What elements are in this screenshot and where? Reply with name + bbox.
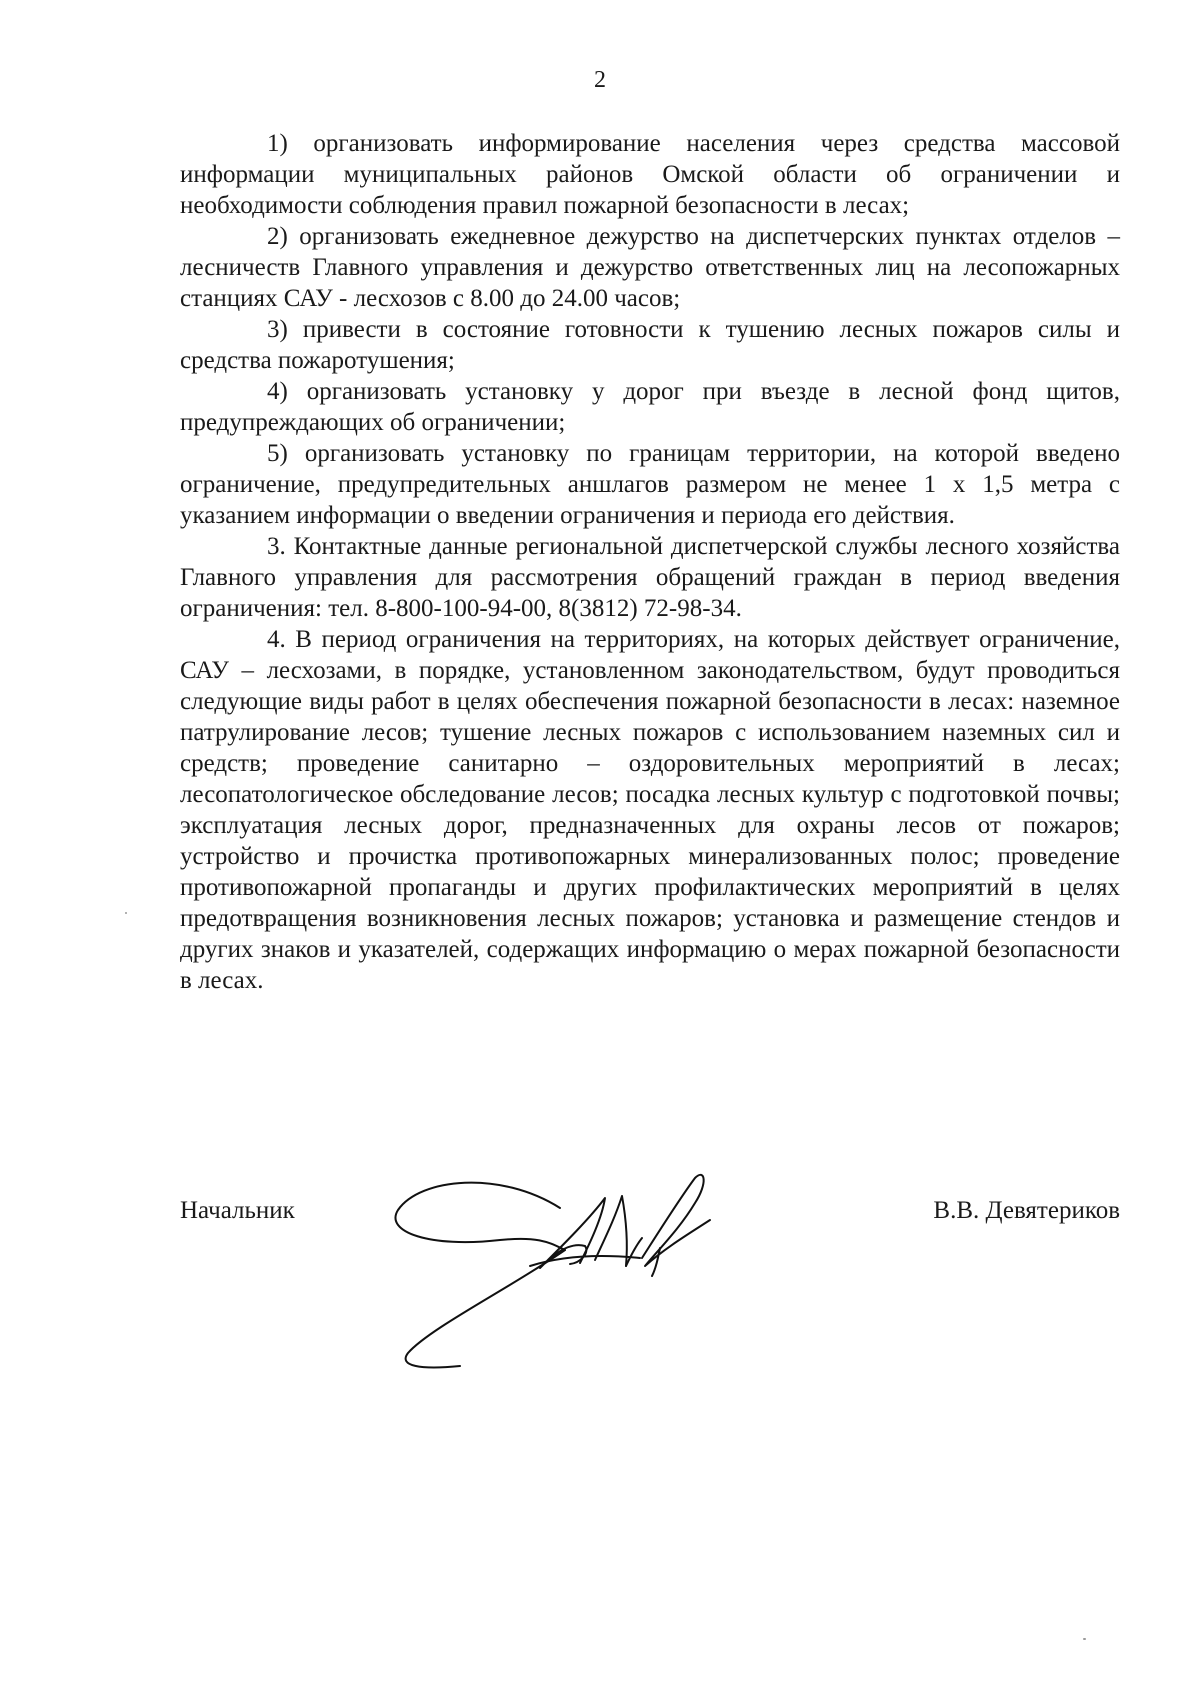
paragraph-item-2: 2) организовать ежедневное дежурство на диспетчерских пунктах отделов – лесничеств Главного управления и дежурство ответственных лиц на лесопожарных станциях САУ - лесхозов с 8.00 до 24.00 часов; [180,223,1120,312]
handwritten-signature [390,1148,770,1378]
paragraph-item-4: 4) организовать установку у дорог при въезде в лесной фонд щитов, предупреждающих об ограничении; [180,378,1120,436]
paragraph-item-5: 5) организовать установку по границам территории, на которой введено ограничение, предупредительных аншлагов размером не менее 1 х 1,5 метра с указанием информации о введении ограничения и периода его действия. [180,440,1120,529]
paragraph-works: 4. В период ограничения на территориях, на которых действует ограничение, САУ – лесхозами, в порядке, установленном законодательством, будут проводиться следующие виды работ в целях обеспечения пожарной безопасности в лесах: наземное патрулирование лесов; тушение лесных пожаров с использованием наземных сил и средств; проведение санитарно – оздоровительных мероприятий в лесах; лесопатологическое обследование лесов; посадка лесных культур с подготовкой почвы; эксплуатация лесных дорог, предназначенных для охраны лесов от пожаров; устройство и прочистка противопожарных минерализованных полос; проведение противопожарной пропаганды и других профилактических мероприятий в целях предотвращения возникновения лесных пожаров; установка и размещение стендов и других знаков и указателей, содержащих информацию о мерах пожарной безопасности в лесах. [180,626,1120,994]
scan-speck [1083,1638,1086,1640]
paragraph-contacts: 3. Контактные данные региональной диспетчерской службы лесного хозяйства Главного управления для рассмотрения обращений граждан в период введения ограничения: тел. 8-800-100-94-00, 8(3812) 72-98-34. [180,533,1120,622]
document-body [180,128,1120,996]
signatory-title: Начальник [180,1197,295,1224]
scan-speck [125,912,127,914]
paragraph-item-3: 3) привести в состояние готовности к тушению лесных пожаров силы и средства пожаротушения; [180,316,1120,374]
page-number: 2 [594,67,606,93]
paragraph-item-1: 1) организовать информирование населения через средства массовой информации муниципальных районов Омской области об ограничении и необходимости соблюдения правил пожарной безопасности в лесах; [180,130,1120,219]
signatory-name: В.В. Девятериков [933,1197,1120,1224]
